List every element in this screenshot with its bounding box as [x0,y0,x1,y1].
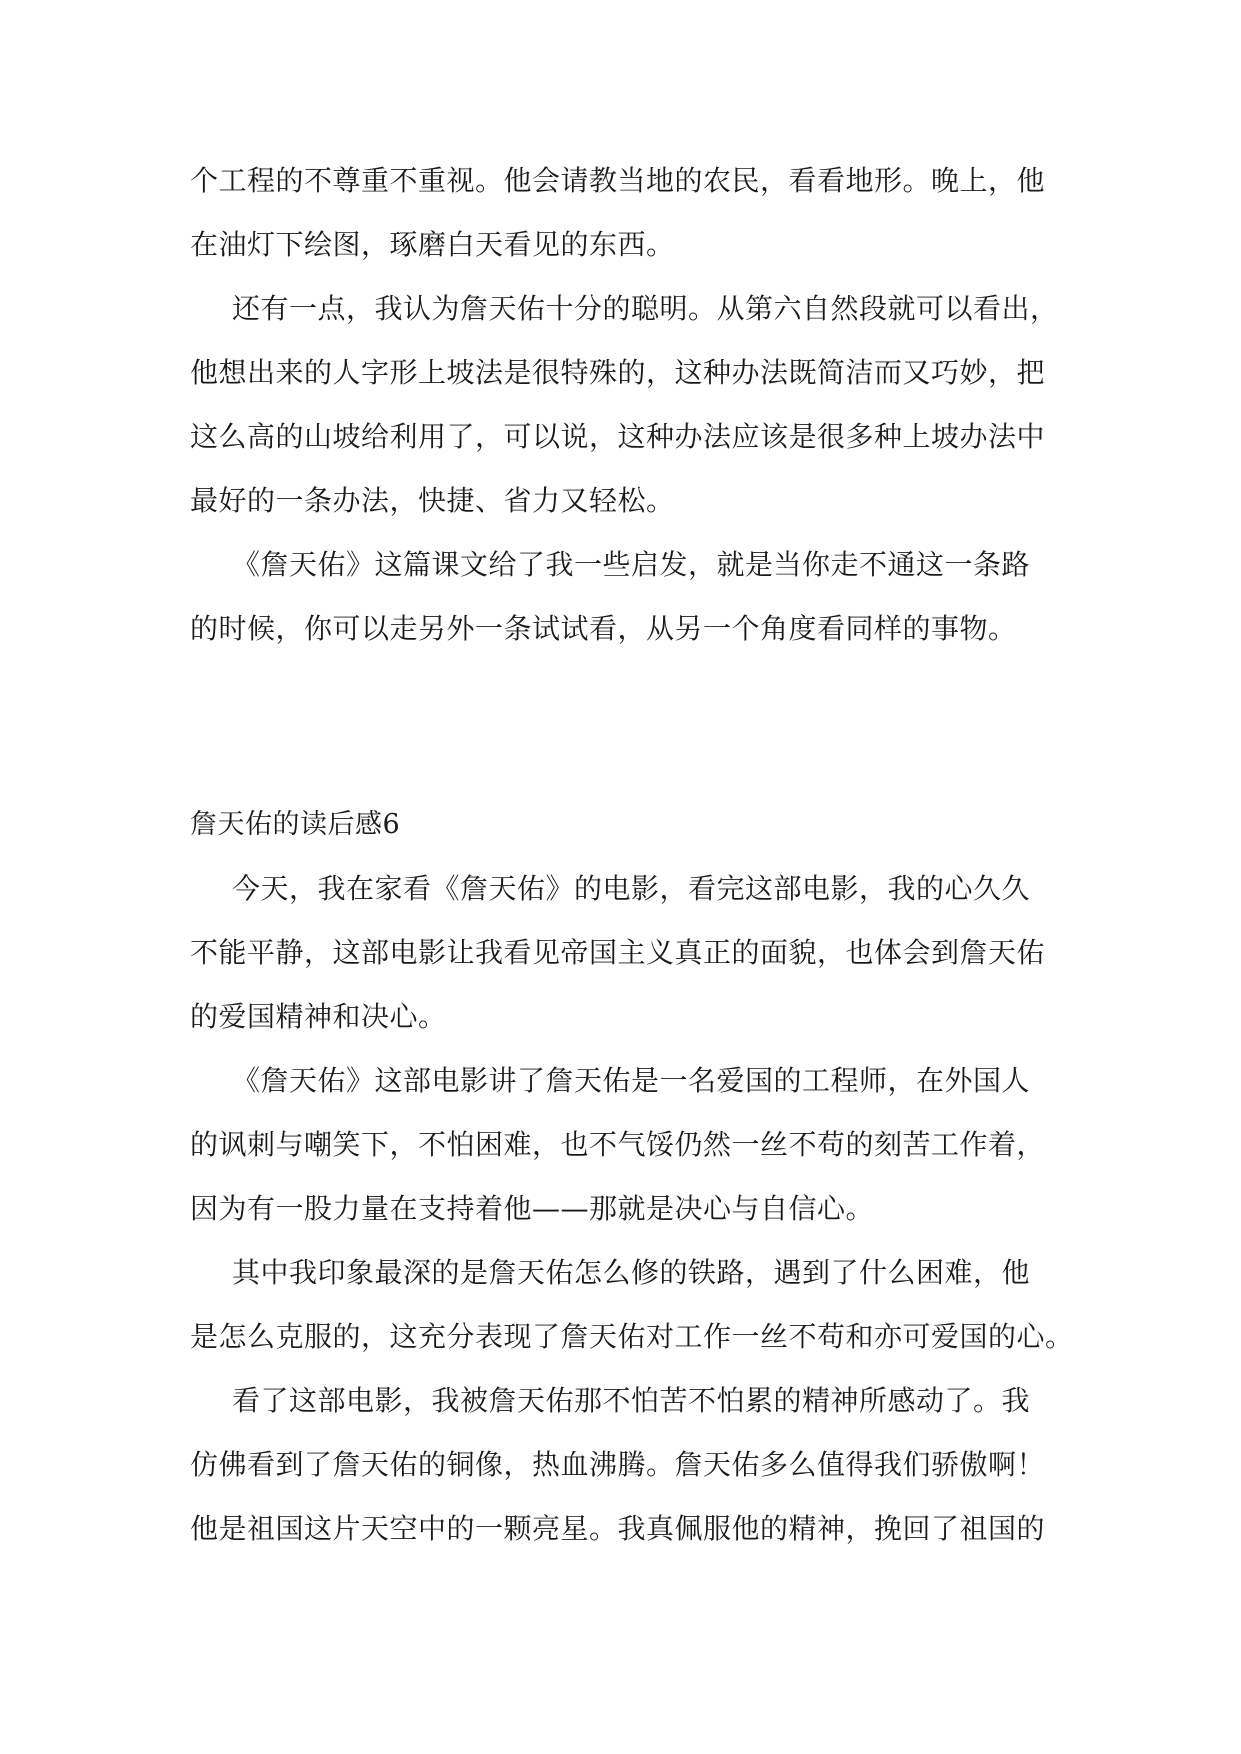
text-line: 是怎么克服的，这充分表现了詹天佑对工作一丝不苟和亦可爱国的心。 [190,1320,1074,1353]
text-line: 不能平静，这部电影让我看见帝国主义真正的面貌，也体会到詹天佑 [190,936,1046,969]
text-line: 仿佛看到了詹天佑的铜像，热血沸腾。詹天佑多么值得我们骄傲啊！ [190,1448,1046,1481]
text-line: 因为有一股力量在支持着他——那就是决心与自信心。 [190,1192,875,1225]
text-line: 的爱国精神和决心。 [190,1000,447,1033]
text-line: 他想出来的人字形上坡法是很特殊的，这种办法既简洁而又巧妙，把 [190,356,1046,389]
text-line: 他是祖国这片天空中的一颗亮星。我真佩服他的精神，挽回了祖国的 [190,1512,1046,1545]
paragraph-start: 看了这部电影，我被詹天佑那不怕苦不怕累的精神所感动了。我 [232,1384,1031,1417]
text-line: 最好的一条办法，快捷、省力又轻松。 [190,484,675,517]
text-line: 这么高的山坡给利用了，可以说，这种办法应该是很多种上坡办法中 [190,420,1046,453]
paragraph-start: 《詹天佑》这部电影讲了詹天佑是一名爱国的工程师，在外国人 [232,1064,1031,1097]
text-line: 在油灯下绘图，琢磨白天看见的东西。 [190,228,675,261]
paragraph-start: 还有一点，我认为詹天佑十分的聪明。从第六自然段就可以看出， [232,292,1059,325]
text-line: 个工程的不尊重不重视。他会请教当地的农民，看看地形。晚上，他 [190,164,1046,197]
paragraph-start: 《詹天佑》这篇课文给了我一些启发，就是当你走不通这一条路 [232,548,1031,581]
paragraph-start: 其中我印象最深的是詹天佑怎么修的铁路，遇到了什么困难，他 [232,1256,1031,1289]
text-line: 的时候，你可以走另外一条试试看，从另一个角度看同样的事物。 [190,612,1017,645]
text-line: 的讽刺与嘲笑下，不怕困难，也不气馁仍然一丝不苟的刻苦工作着， [190,1128,1046,1161]
section-title: 詹天佑的读后感6 [190,809,401,840]
paragraph-start: 今天，我在家看《詹天佑》的电影，看完这部电影，我的心久久 [232,872,1031,905]
